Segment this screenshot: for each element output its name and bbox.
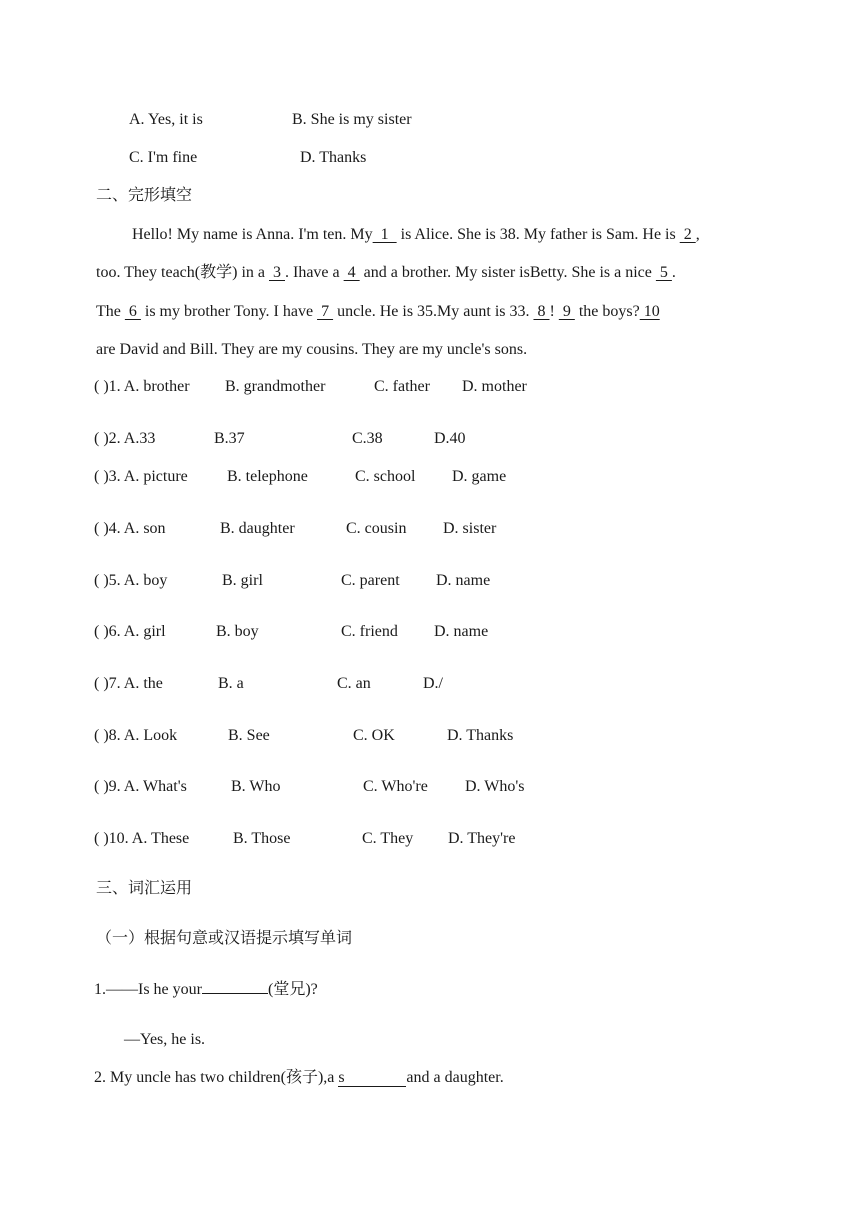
answer-blank[interactable] xyxy=(202,993,268,994)
vocab-question-1-answer: —Yes, he is. xyxy=(124,1031,206,1048)
option-d: D. name xyxy=(436,572,491,589)
question-number-option-a: ( )10. A. These xyxy=(94,830,190,847)
passage-line-4: are David and Bill. They are my cousins. They are my uncle's sons. xyxy=(96,341,528,358)
option-c: C. friend xyxy=(341,623,398,640)
section-heading-vocabulary: 三、词汇运用 xyxy=(96,880,193,897)
question-number-option-a: ( )2. A.33 xyxy=(94,430,156,447)
option-b: B. daughter xyxy=(220,520,295,537)
blank-1: 1 xyxy=(372,226,397,243)
option-b: B. grandmother xyxy=(225,378,326,395)
blank-5: 5 xyxy=(655,264,672,281)
passage-line-2: too. They teach(教学) in a 3 . Ihave a 4 and a brother. My sister isBetty. She is a nice 5 . xyxy=(96,264,676,281)
option-b: B. boy xyxy=(216,623,259,640)
blank-8: 8 xyxy=(533,303,550,320)
option-c: C. school xyxy=(355,468,416,485)
option-c: C. cousin xyxy=(346,520,407,537)
option-a: A. Yes, it is xyxy=(129,111,203,128)
blank-9: 9 xyxy=(558,303,575,320)
option-c: C. father xyxy=(374,378,430,395)
option-c: C.38 xyxy=(352,430,383,447)
option-b: B. Those xyxy=(233,830,291,847)
option-c: C. parent xyxy=(341,572,400,589)
section-heading-cloze: 二、完形填空 xyxy=(96,187,193,204)
option-b: B. See xyxy=(228,727,270,744)
question-number-option-a: ( )8. A. Look xyxy=(94,727,178,744)
passage-line-1: Hello! My name is Anna. I'm ten. My 1 is Alice. She is 38. My father is Sam. He is 2 , xyxy=(132,226,700,243)
sub-heading: （一）根据句意或汉语提示填写单词 xyxy=(96,930,353,947)
option-d: D. mother xyxy=(462,378,527,395)
option-d: D. Thanks xyxy=(447,727,514,744)
option-c: C. I'm fine xyxy=(129,149,198,166)
option-c: C. OK xyxy=(353,727,395,744)
question-number-option-a: ( )3. A. picture xyxy=(94,468,188,485)
answer-blank[interactable]: s xyxy=(338,1070,406,1087)
blank-10: 10 xyxy=(639,303,660,320)
option-c: C. They xyxy=(362,830,414,847)
option-d: D. Who's xyxy=(465,778,525,795)
question-number-option-a: ( )4. A. son xyxy=(94,520,166,537)
option-d: D. name xyxy=(434,623,489,640)
option-b: B. girl xyxy=(222,572,263,589)
blank-6: 6 xyxy=(124,303,141,320)
vocab-question-1: 1.——Is he your (堂兄)? xyxy=(94,981,318,998)
option-d: D. game xyxy=(452,468,507,485)
question-number-option-a: ( )6. A. girl xyxy=(94,623,166,640)
option-d: D. sister xyxy=(443,520,497,537)
option-b: B. Who xyxy=(231,778,281,795)
option-c: C. an xyxy=(337,675,371,692)
vocab-question-2: 2. My uncle has two children(孩子),a s and a daughter. xyxy=(94,1069,504,1086)
question-number-option-a: ( )5. A. boy xyxy=(94,572,168,589)
question-number-option-a: ( )1. A. brother xyxy=(94,378,190,395)
option-d: D./ xyxy=(423,675,443,692)
blank-4: 4 xyxy=(343,264,360,281)
question-number-option-a: ( )9. A. What's xyxy=(94,778,187,795)
option-c: C. Who're xyxy=(363,778,428,795)
passage-line-3: The 6 is my brother Tony. I have 7 uncle. He is 35.My aunt is 33. 8 ! 9 the boys? 10 xyxy=(96,303,660,320)
blank-2: 2 xyxy=(679,226,696,243)
blank-3: 3 xyxy=(269,264,285,281)
option-b: B.37 xyxy=(214,430,245,447)
option-d: D. They're xyxy=(448,830,516,847)
blank-7: 7 xyxy=(317,303,334,320)
option-b: B. She is my sister xyxy=(292,111,412,128)
option-d: D.40 xyxy=(434,430,466,447)
option-b: B. a xyxy=(218,675,244,692)
option-b: B. telephone xyxy=(227,468,308,485)
question-number-option-a: ( )7. A. the xyxy=(94,675,163,692)
option-d: D. Thanks xyxy=(300,149,367,166)
